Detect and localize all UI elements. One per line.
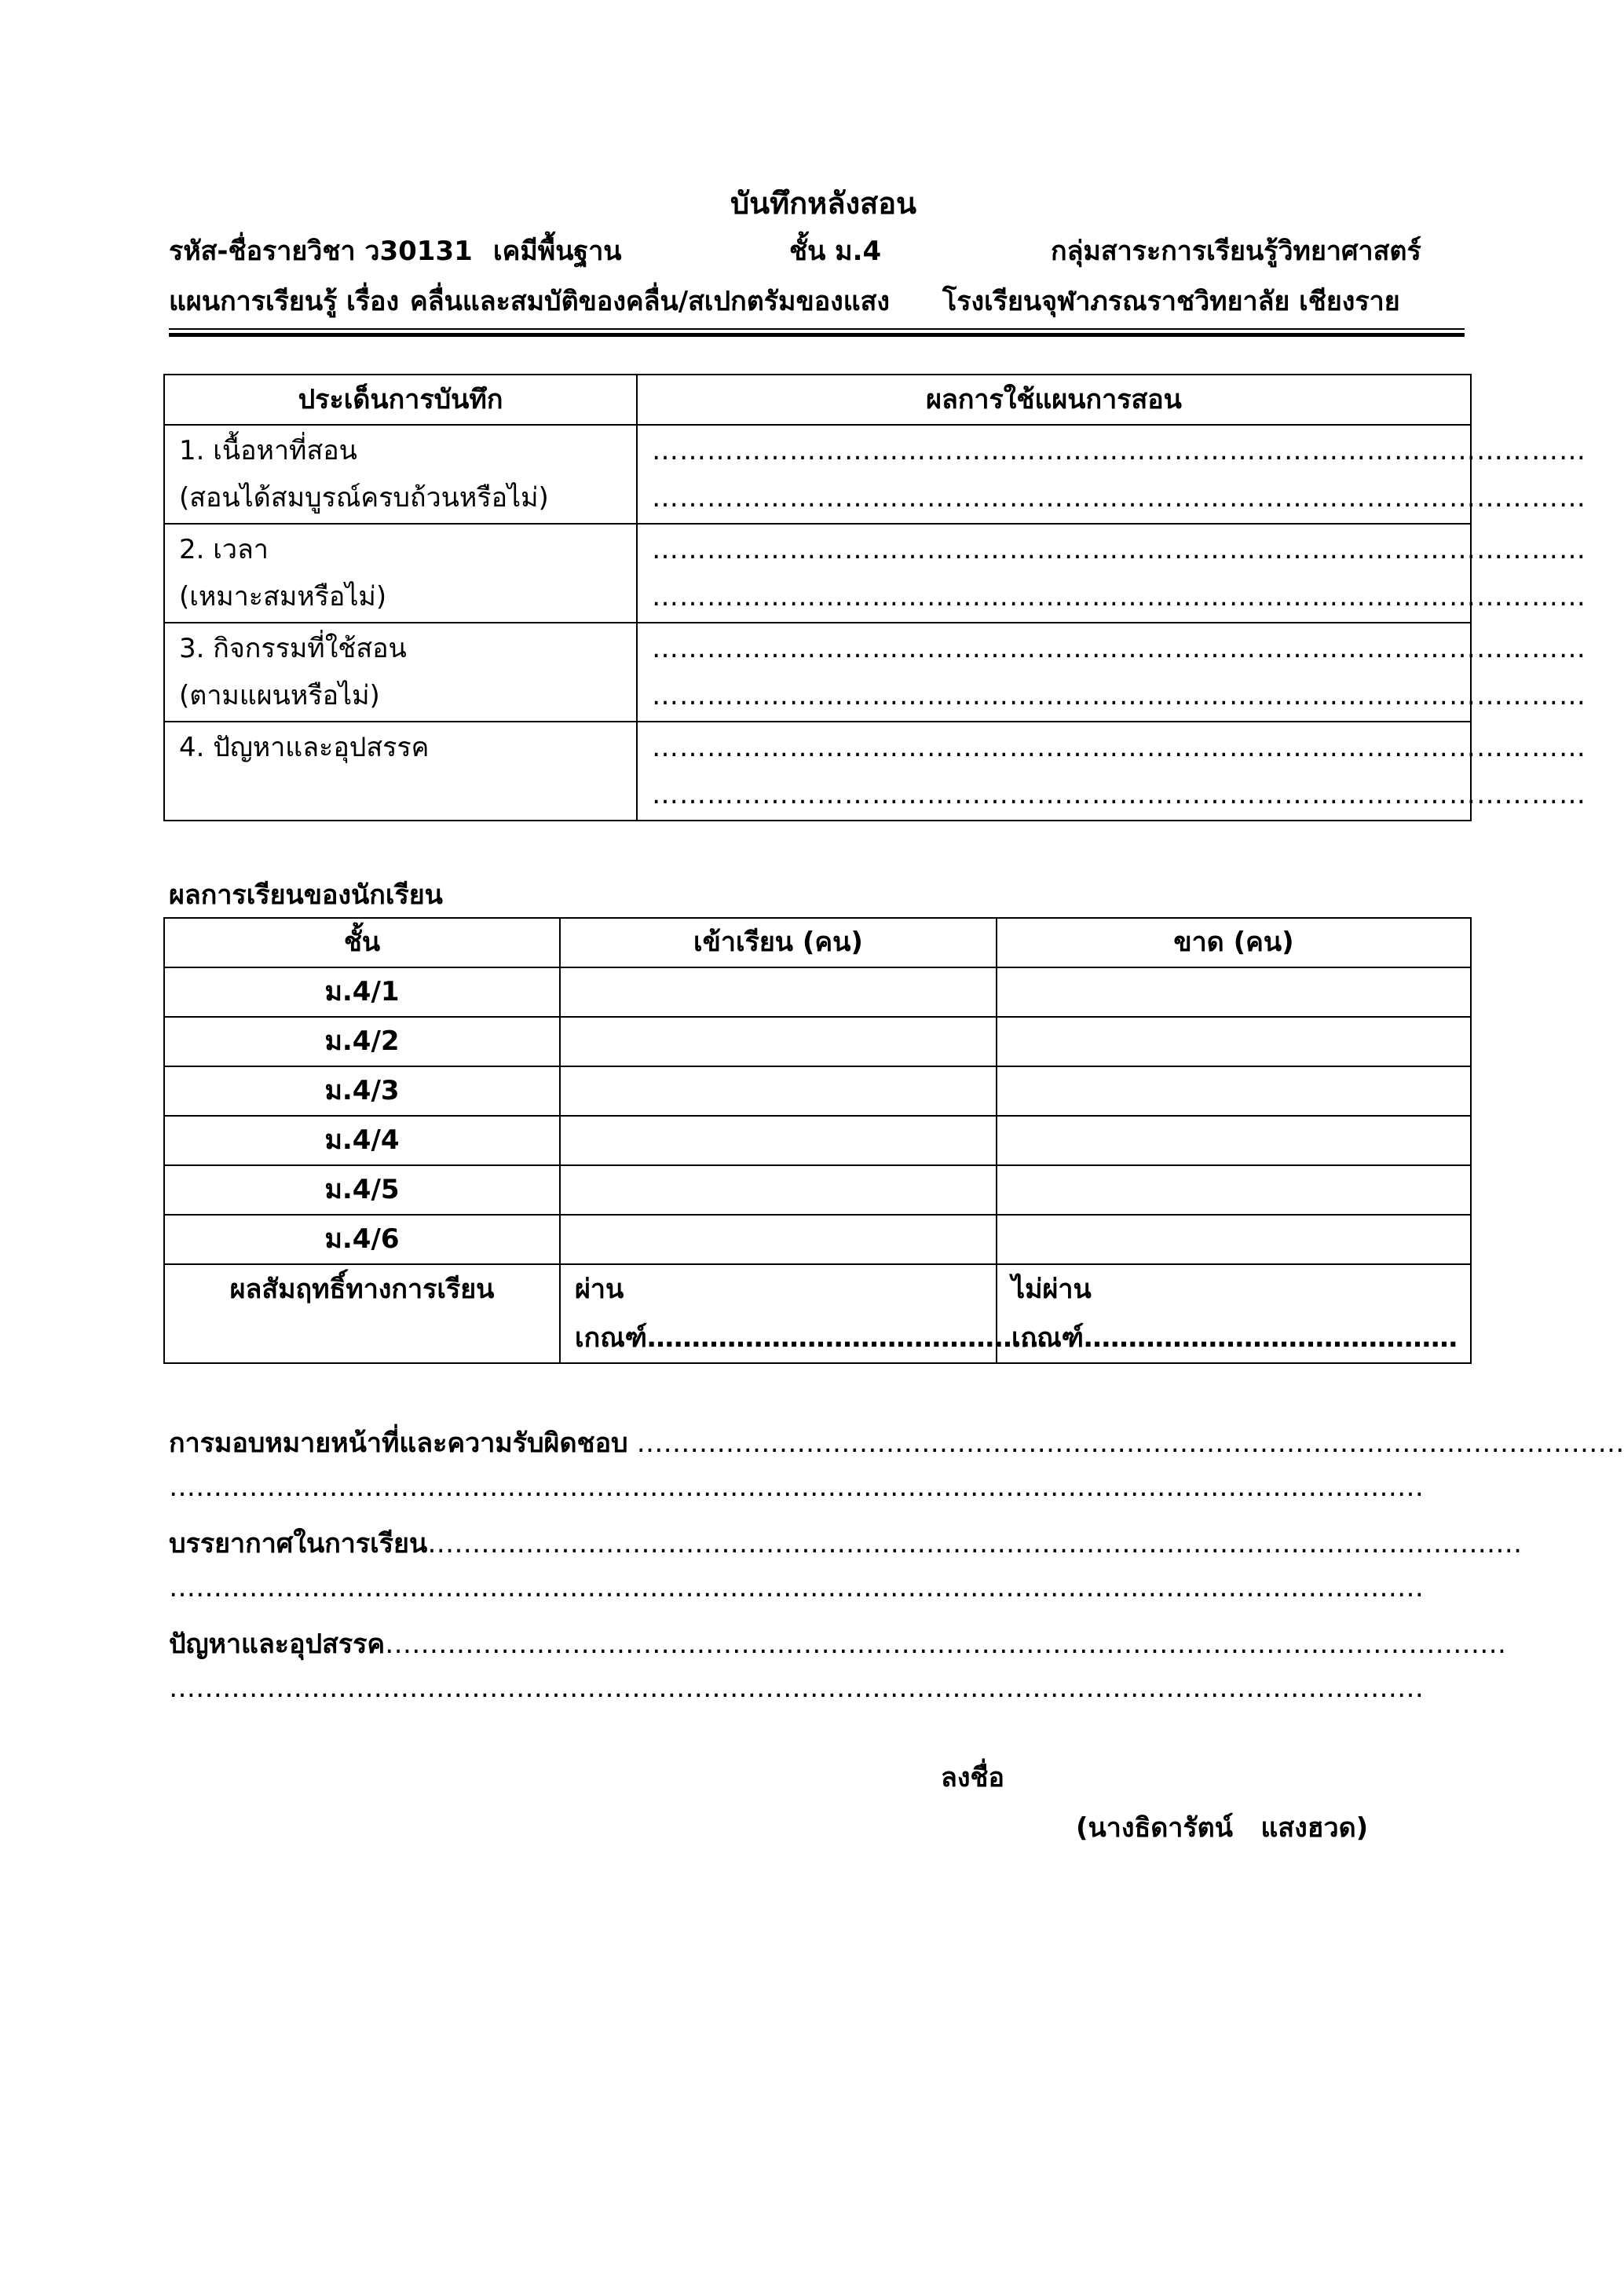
table-row [164, 623, 1471, 722]
results-header-class [164, 918, 560, 967]
attend-cell[interactable] [560, 1066, 997, 1116]
record-topic-line2: (เหมาะสมหรือไม่) [179, 581, 387, 612]
answer-dots: …………………………………………………………………………………………………………………………… [169, 1572, 1424, 1603]
problems-label: ปัญหาและอุปสรรค [169, 1629, 386, 1660]
course-code-name: รหัส-ชื่อรายวิชา ว30131 [169, 236, 473, 267]
answer-dots: …………………………………………………………………………………………………………… [427, 1528, 1523, 1559]
table-row [164, 1264, 1471, 1363]
record-topic-line1: 1. เนื้อหาที่สอน [179, 435, 357, 466]
results-header-absent [997, 918, 1471, 967]
answer-dots: ………………………………………………………………………………………… [652, 534, 1586, 565]
record-topic-cell [164, 722, 637, 821]
answer-dots: ………………………………………………………………………………………… [652, 435, 1586, 466]
table-row [164, 524, 1471, 623]
problems-line[interactable] [169, 1622, 1507, 1665]
atmosphere-line-2[interactable] [169, 1572, 1465, 1603]
pass-label: ผ่าน [575, 1274, 624, 1305]
table-row [164, 1215, 1471, 1264]
record-result-cell[interactable] [637, 722, 1586, 821]
record-topic-line1: 3. กิจกรรมที่ใช้สอน [179, 633, 407, 664]
record-topic-cell [164, 524, 637, 623]
plan-label: แผนการเรียนรู้ เรื่อง [169, 286, 400, 317]
record-topic-line1: 2. เวลา [179, 534, 269, 565]
absent-cell[interactable] [997, 1215, 1471, 1264]
table-row [164, 425, 1471, 524]
page-title: บันทึกหลังสอน [730, 186, 917, 221]
answer-dots: …………………………………………………………………………………………………………………………… [169, 1472, 1424, 1503]
results-header-attend [560, 918, 997, 967]
answer-dots: ………………………………………………………………………………………… [652, 680, 1586, 711]
record-topic-cell [164, 623, 637, 722]
answer-dots: ……………………………………………………………………………………………………………… [385, 1629, 1507, 1660]
problems-line-2[interactable] [169, 1673, 1465, 1704]
results-table [163, 917, 1472, 1364]
record-result-cell[interactable] [637, 425, 1586, 524]
record-header-result-text: ผลการใช้แผนการสอน [926, 384, 1182, 415]
achievement-label-text: ผลสัมฤทธิ์ทางการเรียน [229, 1274, 495, 1305]
record-table [163, 374, 1586, 821]
plan-topic: คลื่นและสมบัติของคลื่น/สเปกตรัมของแสง [410, 286, 890, 317]
absent-cell[interactable] [997, 1165, 1471, 1215]
class-label: ม.4/1 [164, 967, 560, 1017]
answer-dots: …………………………………………………………………………………………………………………………… [169, 1673, 1424, 1704]
results-header-attend-text: เข้าเรียน (คน) [693, 927, 863, 958]
answer-dots: ………………………………………………………………………………………………… [636, 1428, 1624, 1459]
table-row [164, 722, 1471, 821]
attend-cell[interactable] [560, 967, 997, 1017]
results-title: ผลการเรียนของนักเรียน [169, 879, 443, 911]
record-result-cell[interactable] [637, 524, 1586, 623]
attend-cell[interactable] [560, 1215, 997, 1264]
class-label: ม.4/3 [164, 1066, 560, 1116]
class-label: ม.4/4 [164, 1116, 560, 1165]
signature-label: ลงชื่อ [941, 1762, 1004, 1793]
results-header-class-text: ชั้น [343, 927, 381, 958]
answer-dots: ………………………………………………………………………………………… [652, 633, 1586, 664]
table-row [164, 1017, 1471, 1066]
responsibility-label: การมอบหมายหน้าที่และความรับผิดชอบ [169, 1428, 628, 1459]
table-row [164, 1165, 1471, 1215]
school-name: โรงเรียนจุฬาภรณราชวิทยาลัย เชียงราย [942, 286, 1400, 317]
record-topic-line1: 4. ปัญหาและอุปสรรค [179, 732, 430, 763]
fail-label: ไม่ผ่าน [1011, 1274, 1092, 1305]
absent-cell[interactable] [997, 967, 1471, 1017]
class-label: ม.4/5 [164, 1165, 560, 1215]
absent-cell[interactable] [997, 1066, 1471, 1116]
subject-group: กลุ่มสาระการเรียนรู้วิทยาศาสตร์ [1051, 236, 1421, 267]
course-subject: เคมีพื้นฐาน [493, 236, 622, 267]
record-topic-line2: (ตามแผนหรือไม่) [179, 680, 380, 711]
attend-cell[interactable] [560, 1017, 997, 1066]
absent-cell[interactable] [997, 1116, 1471, 1165]
results-header-absent-text: ขาด (คน) [1173, 927, 1294, 958]
achievement-label [164, 1264, 560, 1363]
responsibility-line-2[interactable] [169, 1472, 1457, 1503]
header-rule-thick [169, 333, 1465, 337]
answer-dots: ………………………………………………………………………………………… [652, 581, 1586, 612]
atmosphere-line[interactable] [169, 1522, 1523, 1564]
grade-level: ชั้น ม.4 [789, 236, 882, 267]
record-header-topic-text: ประเด็นการบันทึก [298, 384, 503, 415]
record-topic-line2: (สอนได้สมบูรณ์ครบถ้วนหรือไม่) [179, 482, 549, 514]
pass-cell[interactable] [560, 1264, 1048, 1363]
class-label: ม.4/6 [164, 1215, 560, 1264]
table-row [164, 1116, 1471, 1165]
class-label: ม.4/2 [164, 1017, 560, 1066]
table-row [164, 967, 1471, 1017]
attend-cell[interactable] [560, 1116, 997, 1165]
record-result-cell[interactable] [637, 623, 1586, 722]
record-topic-cell [164, 425, 637, 524]
record-header-topic [164, 375, 637, 425]
fail-cell[interactable] [997, 1264, 1471, 1363]
attend-cell[interactable] [560, 1165, 997, 1215]
atmosphere-label: บรรยากาศในการเรียน [169, 1528, 428, 1559]
answer-dots: ………………………………………………………………………………………… [652, 779, 1586, 810]
absent-cell[interactable] [997, 1017, 1471, 1066]
pass-criteria: เกณฑ์……………………………………… [575, 1322, 1048, 1354]
fail-criteria: เกณฑ์…………………………………… [1011, 1322, 1458, 1354]
answer-dots: ………………………………………………………………………………………… [652, 482, 1586, 514]
responsibility-line[interactable] [169, 1421, 1624, 1464]
signature-name: (นางธิดารัตน์ แสงฮวด) [1076, 1812, 1369, 1844]
answer-dots: ………………………………………………………………………………………… [652, 732, 1586, 763]
table-row [164, 1066, 1471, 1116]
header-rule-thin [169, 328, 1465, 330]
record-header-result [637, 375, 1471, 425]
